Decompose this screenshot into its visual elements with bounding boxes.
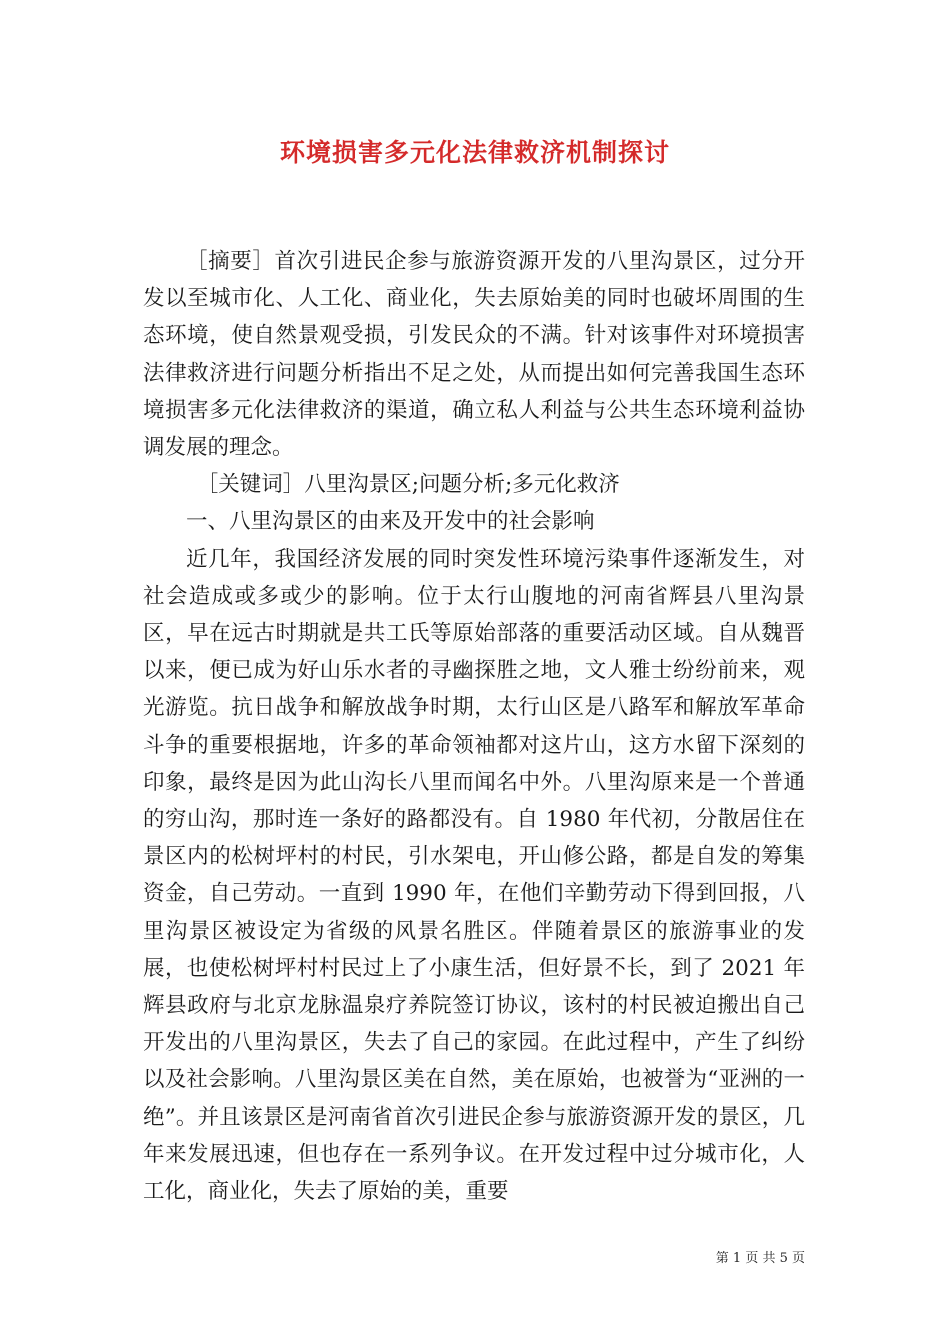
body-paragraph: 近几年，我国经济发展的同时突发性环境污染事件逐渐发生，对社会造成或多或少的影响。位于太行山腹地的河南省辉县八里沟景区，早在远古时期就是共工氏等原始部落的重要活动区域。自从魏晋以来，便已成为好山乐水者的寻幽探胜之地，文人雅士纷纷前来，观光游览。抗日战争和解放战争时期，太行山区是八路军和解放军革命斗争的重要根据地，许多的革命领袖都对这片山，这方水留下深刻的印象，最终是因为此山沟长八里而闻名中外。八里沟原来是一个普通的穷山沟，那时连一条好的路都没有。自 1980 年代初，分散居住在景区内的松树坪村的村民，引水架电，开山修公路，都是自发的筹集资金，自己劳动。一直到 1990 年，在他们辛勤劳动下得到回报，八里沟景区被设定为省级的风景名胜区。伴随着景区的旅游事业的发展，也使松树坪村村民过上了小康生活，但好景不长，到了 2021 年辉县政府与北京龙脉温泉疗养院签订协议，该村的村民被迫搬出自己开发出的八里沟景区，失去了自己的家园。在此过程中，产生了纠纷以及社会影响。八里沟景区美在自然，美在原始，也被誉为“亚洲的一绝”。并且该景区是河南省首次引进民企参与旅游资源开发的景区，几年来发展迅速，但也存在一系列争议。在开发过程中过分城市化，人工化，商业化，失去了原始的美，重要 [143, 546, 805, 1205]
document-body [143, 243, 805, 1210]
document-title: 环境损害多元化法律救济机制探讨 [279, 138, 670, 167]
keywords-paragraph: ［关键词］八里沟景区;问题分析;多元化救济 [196, 472, 620, 498]
section-heading: 一、八里沟景区的由来及开发中的社会影响 [186, 509, 595, 535]
abstract-paragraph: ［摘要］首次引进民企参与旅游资源开发的八里沟景区，过分开发以至城市化、人工化、商业化，失去原始美的同时也破坏周围的生态环境，使自然景观受损，引发民众的不满。针对该事件对环境损害法律救济进行问题分析指出不足之处，从而提出如何完善我国生态环境损害多元化法律救济的渠道，确立私人利益与公共生态环境利益协调发展的理念。 [143, 249, 805, 461]
page-footer: 第 1 页 共 5 页 [715, 1251, 805, 1266]
